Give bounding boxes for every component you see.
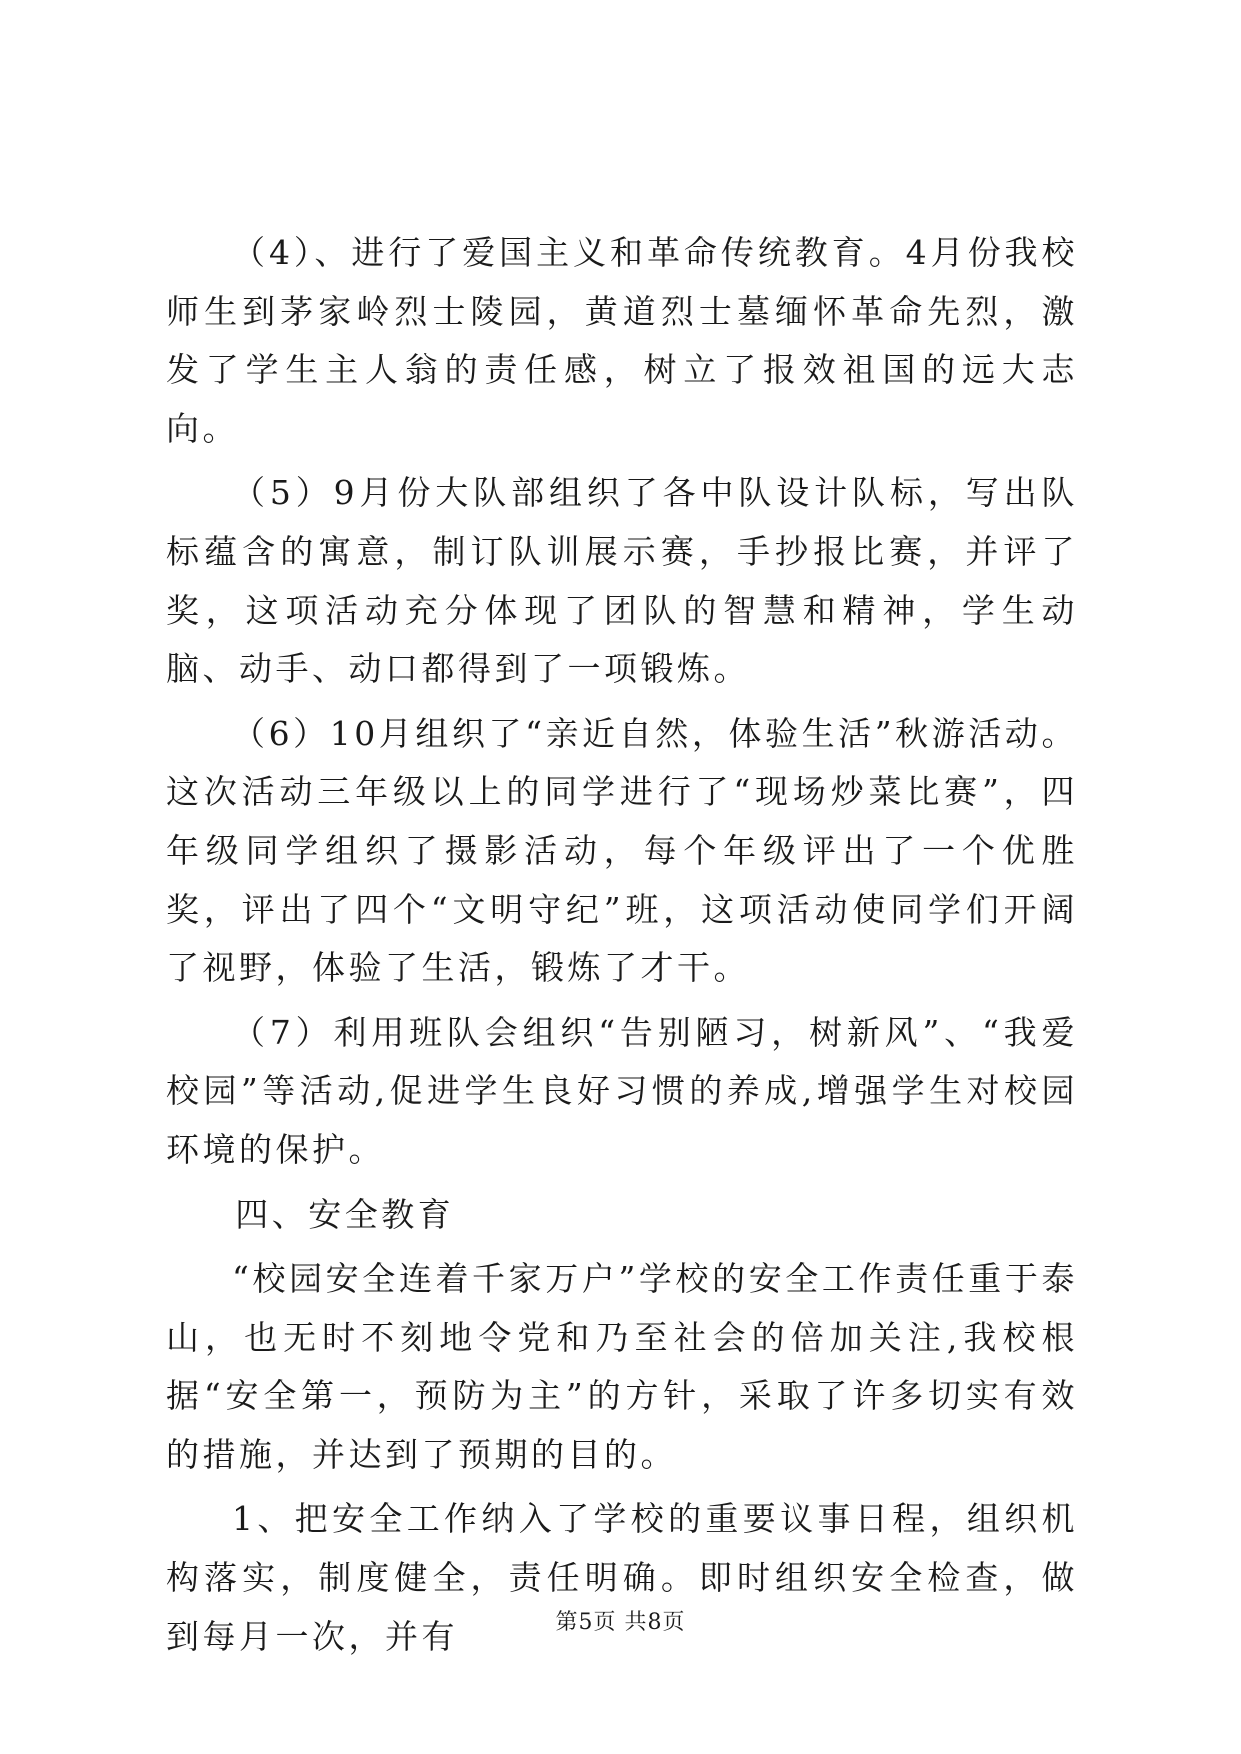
paragraph-class-meeting: （7）利用班队会组织“告别陋习，树新风”、“我爱校园”等活动,促进学生良好习惯的养成,增强学生对校园环境的保护。 [166, 1012, 1078, 1169]
page-number-footer: 第5页 共8页 [555, 1610, 686, 1635]
paragraph-safety-intro: “校园安全连着千家万户”学校的安全工作责任重于泰山，也无时不刻地令党和乃至社会的倍加关注,我校根据“安全第一，预防为主”的方针，采取了许多切实有效的措施，并达到了预期的目的。 [166, 1259, 1078, 1474]
document-body [166, 224, 1078, 1672]
paragraph-patriotic-education: （4）、进行了爱国主义和革命传统教育。4月份我校师生到茅家岭烈士陵园，黄道烈士墓缅怀革命先烈，激发了学生主人翁的责任感，树立了报效祖国的远大志向。 [166, 233, 1078, 448]
paragraph-team-flag-design: （5）9月份大队部组织了各中队设计队标，写出队标蕴含的寓意，制订队训展示赛，手抄报比赛，并评了奖，这项活动充分体现了团队的智慧和精神，学生动脑、动手、动口都得到了一项锻炼。 [166, 473, 1078, 689]
paragraph-safety-item-1: 1、把安全工作纳入了学校的重要议事日程，组织机构落实，制度健全，责任明确。即时组织安全检查，做到每月一次，并有 [166, 1499, 1078, 1656]
section-heading-safety-education: 四、安全教育 [235, 1194, 455, 1234]
paragraph-autumn-outing: （6）10月组织了“亲近自然，体验生活”秋游活动。这次活动三年级以上的同学进行了“现场炒菜比赛”，四年级同学组织了摄影活动，每个年级评出了一个优胜奖，评出了四个“文明守纪”班，这项活动使同学们开阔了视野，体验了生活，锻炼了才干。 [166, 713, 1078, 988]
